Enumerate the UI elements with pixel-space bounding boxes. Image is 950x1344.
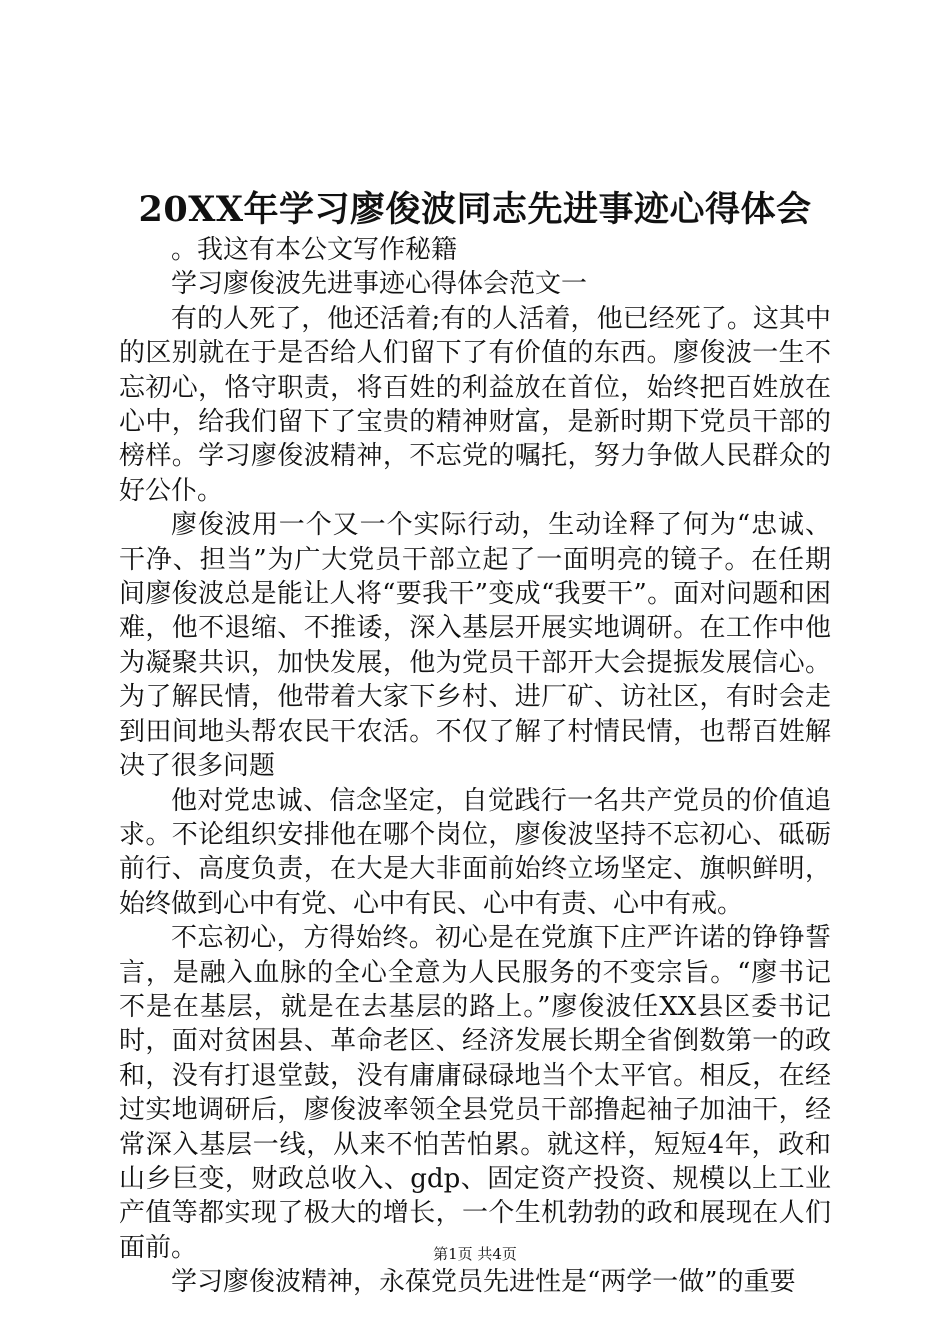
document-title: 20XX年学习廖俊波同志先进事迹心得体会 [138, 189, 812, 230]
paragraph-subtitle: 学习廖俊波先进事迹心得体会范文一 [171, 269, 588, 300]
paragraph-intro: 。我这有本公文写作秘籍 [171, 235, 458, 265]
paragraph-5: 学习廖俊波精神，永葆党员先进性是“两学一做”的重要 [171, 1267, 796, 1298]
paragraph-2: 廖俊波用一个又一个实际行动，生动诠释了何为“忠诚、干净、担当”为广大党员干部立起了一面明亮的镜子。在任期间廖俊波总是能让人将“要我干”变成“我要干”。面对问题和困难，他不退缩、不推诿，深入基层开展实地调研。在工作中他为凝聚共识，加快发展，他为党员干部开大会提振发展信心。为了解民情，他带着大家下乡村、进厂矿、访社区，有时会走到田间地头帮农民干农活。不仅了解了村情民情，也帮百姓解决了很多问题 [119, 510, 831, 782]
document-body [119, 233, 831, 1300]
paragraph-1: 有的人死了，他还活着;有的人活着，他已经死了。这其中的区别就在于是否给人们留下了有价值的东西。廖俊波一生不忘初心，恪守职责，将百姓的利益放在首位，始终把百姓放在心中，给我们留下了宝贵的精神财富，是新时期下党员干部的榜样。学习廖俊波精神，不忘党的嘱托，努力争做人民群众的好公仆。 [119, 303, 831, 506]
paragraph-3: 他对党忠诚、信念坚定，自觉践行一名共产党员的价值追求。不论组织安排他在哪个岗位，廖俊波坚持不忘初心、砥砺前行、高度负责，在大是大非面前始终立场坚定、旗帜鲜明，始终做到心中有党、心中有民、心中有责、心中有戒。 [119, 785, 831, 919]
page-footer: 第1页 共4页 [433, 1245, 517, 1263]
paragraph-4: 不忘初心，方得始终。初心是在党旗下庄严许诺的铮铮誓言，是融入血脉的全心全意为人民服务的不变宗旨。“廖书记不是在基层，就是在去基层的路上。”廖俊波任XX县区委书记时，面对贫困县、革命老区、经济发展长期全省倒数第一的政和，没有打退堂鼓，没有庸庸碌碌地当个太平官。相反，在经过实地调研后，廖俊波率领全县党员干部撸起袖子加油干，经常深入基层一线，从来不怕苦怕累。就这样，短短4年，政和山乡巨变，财政总收入、gdp、固定资产投资、规模以上工业产值等都实现了极大的增长，一个生机勃勃的政和展现在人们面前。 [119, 923, 831, 1263]
